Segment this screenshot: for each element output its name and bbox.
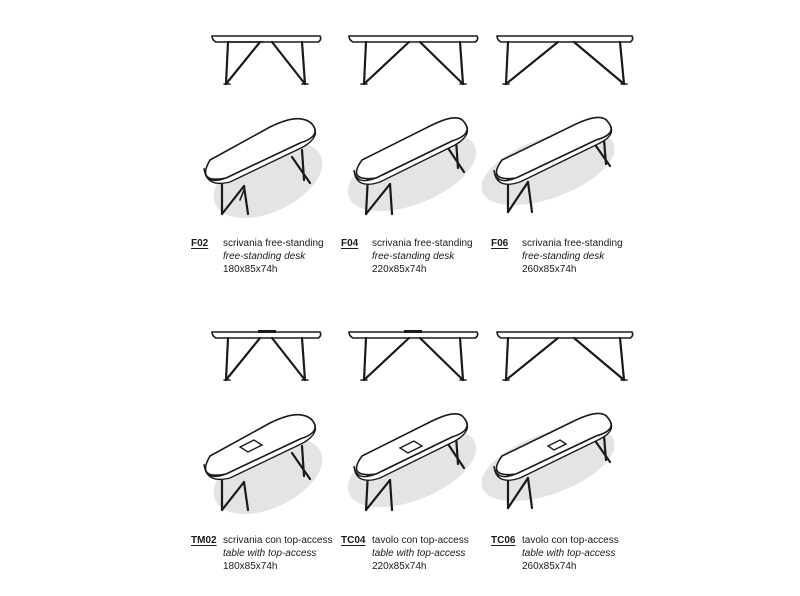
product-dimensions: 220x85x74h [372, 264, 427, 275]
product-dimensions: 260x85x74h [522, 561, 577, 572]
product-code: TM02 [191, 535, 217, 546]
f04-perspective [337, 117, 487, 227]
product-code: TC04 [341, 535, 366, 546]
f06-side-elevation [497, 36, 633, 84]
tm02-side-elevation [212, 330, 321, 380]
product-name-english: table with top-access [522, 548, 616, 559]
product-code: F02 [191, 238, 209, 249]
tc06-side-elevation [497, 332, 633, 380]
product-dimensions: 220x85x74h [372, 561, 427, 572]
product-dimensions: 180x85x74h [223, 264, 278, 275]
product-dimensions: 260x85x74h [522, 264, 577, 275]
product-name-italian: scrivania free-standing [223, 238, 324, 249]
product-name-english: table with top-access [223, 548, 317, 559]
f04-side-elevation [349, 36, 478, 84]
product-code: TC06 [491, 535, 516, 546]
product-name-italian: tavolo con top-access [522, 535, 619, 546]
product-name-italian: scrivania free-standing [522, 238, 623, 249]
product-name-english: free-standing desk [522, 251, 605, 262]
tc04-side-elevation [349, 330, 478, 380]
tc06-perspective [472, 412, 624, 516]
product-name-english: free-standing desk [223, 251, 306, 262]
product-name-italian: scrivania con top-access [223, 535, 333, 546]
tm02-perspective [202, 415, 334, 530]
product-name-italian: tavolo con top-access [372, 535, 469, 546]
product-name-italian: scrivania free-standing [372, 238, 473, 249]
product-code: F04 [341, 238, 359, 249]
f06-perspective [472, 116, 624, 220]
product-name-english: free-standing desk [372, 251, 455, 262]
f02-perspective [202, 119, 334, 234]
tc04-perspective [337, 413, 487, 523]
product-dimensions: 180x85x74h [223, 561, 278, 572]
f02-side-elevation [212, 36, 321, 84]
product-code: F06 [491, 238, 509, 249]
product-name-english: table with top-access [372, 548, 466, 559]
